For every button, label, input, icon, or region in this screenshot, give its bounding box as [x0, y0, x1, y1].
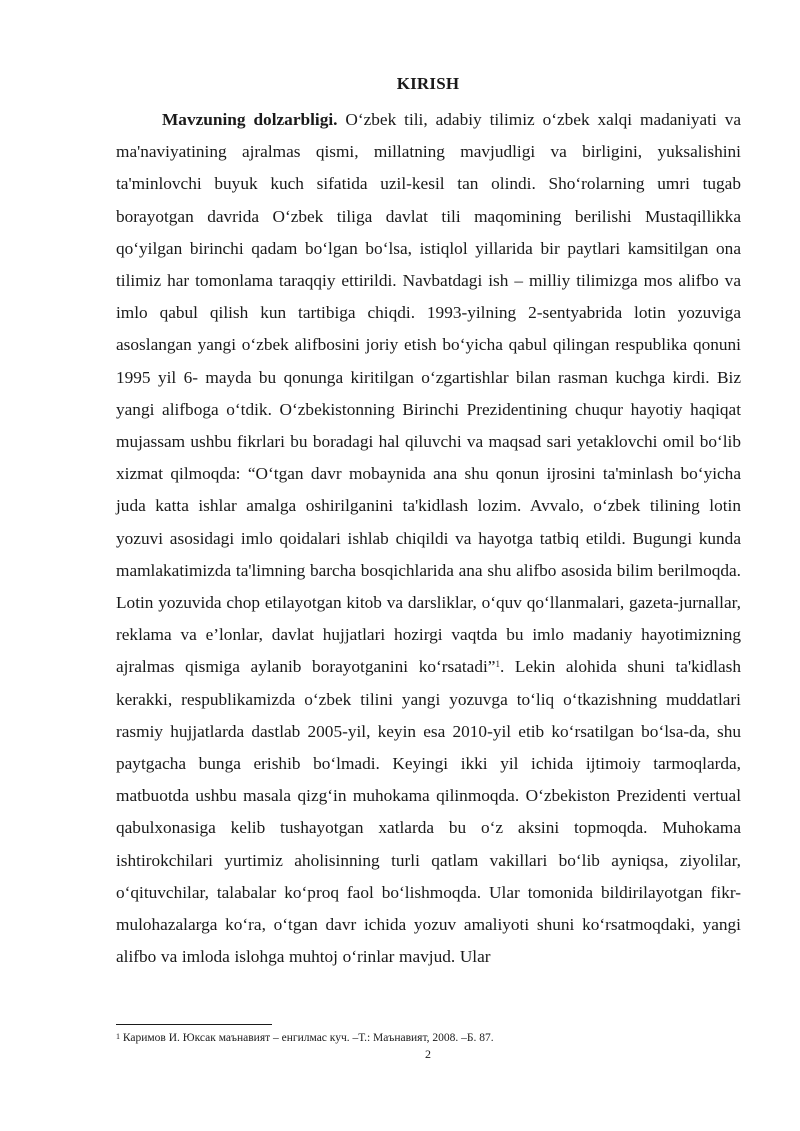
paragraph-text: O‘zbek tili, adabiy tilimiz o‘zbek xalqi madaniyati va ma'naviyatining ajralmas qismi, millatning mavjudligi va birligini, yuksalishini ta'minlovchi buyuk kuch sifatida uzil-kesil tan olindi. Sho‘rolarning umri tugab borayotgan davrida O‘zbek tiliga davlat tili maqomining berilishi Mustaqillikka qo‘yilgan birinchi qadam bo‘lgan bo‘lsa, istiqlol yillarida bir paytlari kamsitilgan ona tilimiz har tomonlama taraqqiy ettirildi. Navbatdagi ish – milliy tilimizga mos alifbo va imlo qabul qilish kun tartibiga chiqdi. 1993-yilning 2-sentyabrida lotin yozuviga asoslangan yangi o‘zbek alifbosini joriy etish bo‘yicha qabul qilingan respublika qonuni 1995 yil 6- mayda bu qonunga kiritilgan o‘zgartishlar bilan rasman kuchga kirdi. Biz yangi alifboga o‘tdik. O‘zbekistonning Birinchi Prezidentining chuqur hayotiy haqiqat mujassam ushbu fikrlari bu boradagi hal qiluvchi va maqsad sari yetaklovchi omil bo‘lib xizmat qilmoqda: “O‘tgan davr mobaynida ana shu qonun ijrosini ta'minlash bo‘yicha juda katta ishlar amalga oshirilganini ta'kidlash lozim. Avvalo, o‘zbek tilining lotin yozuvi asosidagi imlo qoidalari ishlab chiqildi va hayotga tatbiq etildi. Bugungi kunda mamlakatimizda ta'limning barcha bosqichlarida ana shu alifbo asosida bilim berilmoqda. Lotin yozuvida chop etilayotgan kitob va darsliklar, o‘quv qo‘llanmalari, gazeta-jurnallar, reklama va e’lonlar, davlat hujjatlari hozirgi vaqtda bu imlo madaniy hayotimizning ajralmas qismiga aylanib borayotganini ko‘rsatadi”: [116, 110, 742, 677]
page-number: 2: [425, 1047, 431, 1061]
footnote-reference[interactable]: 1: [495, 659, 500, 670]
paragraph-text-continued: . Lekin alohida shuni ta'kidlash kerakki, respublikamizda o‘zbek tilini yangi yozuvga to‘liq o‘tkazishning muddatlari rasmiy hujjatlarda dastlab 2005-yil, keyin esa 2010-yil etib ko‘rsatilgan bo‘lsa-da, shu paytgacha bunga erishib bo‘lmadi. Keyingi ikki yil ichida ijtimoiy tarmoqlarda, matbuotda ushbu masala qizg‘in muhokama qilinmoqda. O‘zbekiston Prezidenti vertual qabulxonasiga kelib tushayotgan xatlarda bu o‘z aksini topmoqda. Muhokama ishtirokchilari yurtimiz aholisinning turli qatlam vakillari bo‘lib ayniqsa, ziyolilar, o‘qituvchilar, talabalar ko‘proq faol bo‘lishmoqda. Ular tomonida bildirilayotgan fikr-mulohazalarga ko‘ra, o‘tgan davr ichida yozuv amaliyoti shuni ko‘rsatmoqdaki, yangi alifbo va imloda islohga muhtoj o‘rinlar mavjud. Ular: [116, 657, 741, 967]
footnote-mark: 1: [116, 1032, 120, 1041]
footnote-divider: [116, 1024, 272, 1025]
body-paragraph: [116, 104, 741, 973]
footnote: [116, 1031, 756, 1045]
section-heading: KIRISH: [396, 74, 460, 93]
paragraph-lead: Mavzuning dolzarbligi.: [162, 110, 338, 129]
footnote-text: Каримов И. Юксак маънавият – енгилмас куч. –Т.: Маънавият, 2008. –Б. 87.: [120, 1032, 494, 1044]
